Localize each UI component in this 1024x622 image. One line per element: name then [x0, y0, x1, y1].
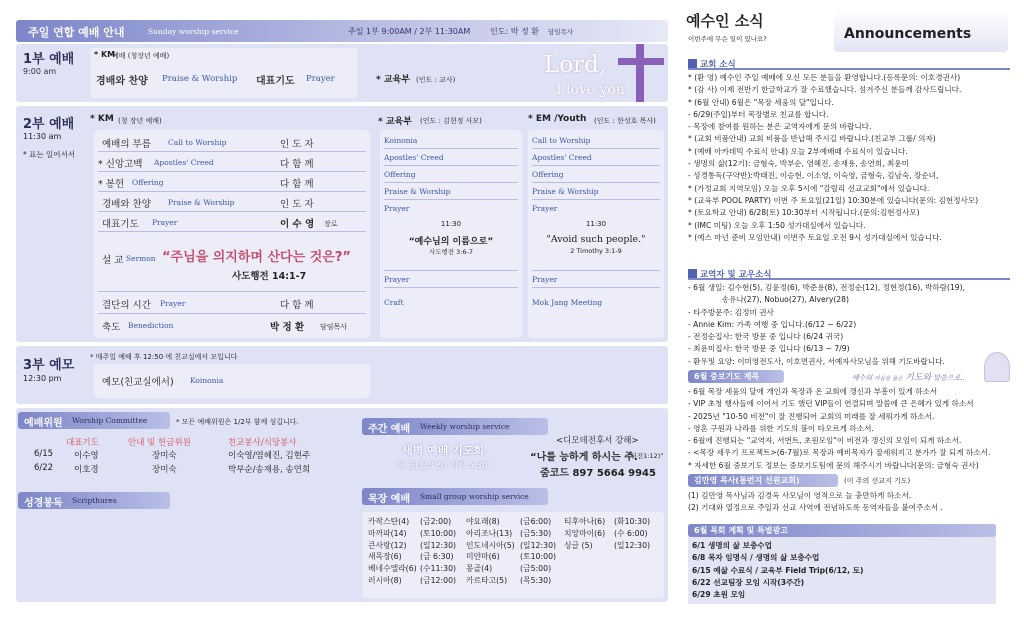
church-news-list	[688, 72, 1014, 244]
smallgroup-item: 몽골(4) (금5:00)	[466, 564, 552, 574]
schedule-title-bar	[688, 524, 996, 537]
service2-em-note: (인도 : 한성호 목사)	[594, 117, 656, 125]
smallgroup-item: 마까파(14) (토10:00)	[368, 528, 457, 538]
right-page	[684, 6, 1018, 610]
em-item: Apostles' Creed	[532, 149, 660, 166]
order-item-en: Call to Worship	[168, 138, 227, 147]
staff-item: 송유나(27), Nobuo(27), Alvery(28)	[688, 295, 849, 305]
em-item: Call to Worship	[532, 132, 660, 149]
order-item-ko: 대표기도	[102, 219, 139, 230]
committee-col-fellowship: 친교봉사/식당봉사	[228, 438, 297, 448]
edu-item: Prayer	[384, 204, 410, 213]
scripture-header	[18, 492, 170, 509]
committee-header	[18, 412, 170, 429]
edu-ref: 사도행전 3:6-7	[428, 248, 474, 256]
order-item-who: 이 수 영	[280, 219, 315, 230]
staff-item: - 6월 생일: 김수현(5), 김윤정(6), 박준용(8), 전정순(12), 정현정(16), 박하람(19),	[688, 283, 966, 292]
service1-time: 9:00 am	[23, 67, 57, 76]
em-item: Mok Jang Meeting	[532, 298, 603, 307]
order-item-ko: 축도	[102, 322, 121, 333]
order-row	[98, 314, 366, 336]
lecture-text: “나를 능하게 하시는 주.	[530, 452, 638, 463]
order-item-en: Apostles' Creed	[154, 158, 214, 167]
edu-item: Offering	[384, 166, 518, 183]
committee-prayer: 이수영	[74, 451, 99, 461]
announcement-banner	[834, 10, 1008, 52]
cross-icon	[616, 44, 666, 102]
edu-item: Prayer	[384, 270, 518, 288]
service1-item1: 경배와 찬양	[96, 76, 148, 87]
edu-order	[380, 130, 522, 338]
prayer-item: - 6월에 진행되는 "교역자, 서번트, 초원모임"이 비전과 갱신의 모임이 되게 하소서.	[688, 436, 962, 446]
dawn-time: 화-금(월요일) 새벽 5:30	[396, 461, 488, 471]
em-item: Offering	[532, 166, 660, 183]
sermon-title: “주님을 의지하며 산다는 것은?”	[162, 250, 351, 265]
committee-fellowship: 이숙영/염혜진, 김현주	[228, 451, 311, 461]
em-item: Prayer	[532, 270, 660, 288]
schedule-item: 6/1 생명의 삶 보충수업	[692, 541, 772, 550]
announcements-title: Announcements	[844, 26, 972, 42]
prayer-title-bar	[688, 370, 784, 383]
service1-km-box	[90, 48, 358, 98]
schedule-item: 6/15 예삶 수료식 / 교육부 Field Trip(6/12, 토)	[692, 565, 864, 575]
sermon-en: Sermon	[126, 254, 156, 263]
order-item-who-note: 장로	[324, 220, 338, 228]
service3-panel	[16, 346, 668, 404]
order-row	[98, 292, 366, 314]
order-item-ko: 결단의 시간	[102, 300, 151, 311]
order-row	[98, 212, 366, 232]
schedule-item: 6/22 선교팀장 모임 시작(3주간)	[692, 577, 805, 587]
news-item: * (감 사) 이제 전반기 한글학교가 잘 수료했습니다. 섬겨주신 분들께 감사드립니다.	[688, 85, 962, 95]
sermon-label: 설 교	[102, 255, 124, 266]
order-row	[98, 132, 366, 152]
smallgroup-title: 목장 예배	[368, 494, 411, 505]
smallgroup-item: 티후아나(6) (화10:30)	[564, 517, 651, 526]
header-leader-role: 담임목사	[548, 28, 574, 36]
service3-item: 예모(친교실에서)	[102, 377, 174, 388]
praise-note: 예수의 마음을 품은 기도와 말씀으로..	[852, 373, 965, 383]
schedule-list	[692, 540, 992, 601]
order-item-ko: * 신앙고백	[98, 159, 143, 170]
smallgroup-item: 치앙마이(6) (수 6:00)	[564, 528, 648, 538]
smallgroup-col	[466, 516, 562, 587]
news-item: - 6/29(주일)부터 목장별로 친교를 합니다.	[688, 109, 829, 119]
order-row	[98, 172, 366, 192]
service2-em-label: * EM /Youth	[528, 114, 587, 124]
smallgroup-list	[362, 512, 664, 598]
schedule-item: 6/29 초원 모임	[692, 590, 746, 600]
order-item-ko: 예배의 부름	[102, 139, 151, 150]
smallgroup-title-en: Small group worship service	[420, 492, 529, 501]
church-news-header	[688, 58, 1010, 70]
committee-row	[16, 449, 356, 463]
edu-time: 11:30	[440, 220, 462, 228]
em-title: "Avoid such people."	[546, 234, 646, 245]
edu-item: Craft	[384, 298, 404, 307]
service1-item1-en: Praise & Worship	[162, 74, 238, 84]
order-item-en: Prayer	[160, 299, 186, 308]
staff-item: - 최윤미집사: 한국 방문 중 입니다 (6/13 ~ 7/9)	[688, 344, 850, 354]
header-title: 주일 연합 예배 안내	[28, 26, 125, 39]
service1-item2-en: Prayer	[306, 74, 335, 84]
service3-time: 12:30 pm	[23, 374, 62, 383]
lecture-title: <디모데전후서 강해>	[556, 436, 639, 446]
order-item-en: Benediction	[128, 321, 174, 330]
smallgroup-item: 카르타고(5) (목5:30)	[466, 575, 552, 585]
sermon-row	[98, 232, 366, 292]
schedule-box	[688, 524, 996, 604]
schedule-item: 6/8 목자 임명식 / 생명의 삶 보충수업	[692, 553, 820, 563]
news-item: * (가정교회 지역모임) 오늘 오후 5시에 "갈릴리 선교교회"에서 있습니다.	[688, 183, 930, 193]
mission-title-bar	[688, 474, 838, 487]
service2-title: 2부 예배	[23, 117, 75, 132]
prayer-item: - 2025년 "10-50 비전"이 잘 진행되어 교회의 미래를 잘 세워가게 하소서.	[688, 411, 935, 421]
em-ref: 2 Timothy 3:1-9	[570, 247, 622, 255]
lord-line2: I love you	[556, 82, 625, 98]
service1-edu-note: (인도 : 교사)	[416, 76, 456, 84]
em-item: Praise & Worship	[532, 183, 660, 200]
committee-prayer: 이호경	[74, 465, 99, 475]
order-item-who: 인 도 자	[280, 199, 314, 210]
news-item: * (토요학교 안내) 6/28(토) 10:30부터 시작됩니다.(문의:김현정사모)	[688, 208, 920, 218]
church-news-title: 교회 소식	[699, 60, 736, 70]
committee-title: 예배위원	[24, 418, 63, 429]
order-row	[98, 152, 366, 172]
smallgroup-item: 새목장(6) (금 6:30)	[368, 552, 454, 562]
smallgroup-item: 싱글 (5) (일12:30)	[564, 540, 651, 550]
committee-col-usher: 안내 및 헌금위원	[128, 438, 191, 448]
worship-header	[16, 20, 668, 42]
service3-title: 3부 예모	[23, 358, 75, 373]
committee-usher: 장미숙	[152, 451, 177, 461]
news-item: * (교회 비품안내) 교회 비품을 반납해 주시길 바랍니다.(친교부 그룹/ 의자)	[688, 134, 936, 144]
news-item: * (환 영) 예수인 주일 예배에 오신 모든 분들을 환영합니다.(등록문의: 이호경권사)	[688, 73, 961, 82]
prayer-header	[688, 370, 1010, 384]
scripture-title-en: Scripthures	[72, 496, 117, 505]
news-title: 예수인 소식	[686, 12, 764, 30]
prayer-item: - VIP 초청 행사들에 이어서 기도 했던 VIP들이 연결되며 말씀에 큰 은혜가 있게 하소서	[688, 399, 974, 409]
weekly-title-en: Weekly worship service	[420, 422, 510, 431]
weekly-header	[362, 418, 548, 435]
left-page	[10, 18, 668, 602]
smallgroup-item: 러시아(8) (금12:00)	[368, 575, 457, 585]
service3-item-en: Koinonia	[190, 376, 224, 385]
em-item: Prayer	[532, 204, 558, 213]
header-times: 주일 1부 9:00AM / 2부 11:30AM	[348, 27, 471, 36]
committee-date: 6/22	[34, 463, 54, 473]
staff-news-title: 교역자 및 교우소식	[699, 270, 772, 280]
staff-news-header	[688, 268, 1010, 280]
em-order	[528, 130, 664, 338]
service1-km-label: * KM	[94, 50, 116, 59]
em-time: 11:30	[585, 220, 607, 228]
service3-note: * 매주일 예배 후 12:50 에 친교실에서 모입니다	[90, 353, 238, 361]
smallgroup-item: 아리조나(13) (금5:30)	[466, 528, 552, 538]
smallgroup-item: 베네수엘라(6) (수11:30)	[368, 564, 457, 574]
staff-item: - 전정순집사: 한국 방문 중 입니다 (6/24 귀국)	[688, 332, 844, 342]
news-subtitle: 이번주에 무슨 일이 있나요?	[688, 35, 767, 43]
staff-item: - 환우및 요양: 이미영전도사, 이호면권사, 서예자사모님을 위해 기도바랍니다.	[688, 356, 945, 366]
lecture-ref: (딤전1:12)”	[628, 452, 664, 460]
prayer-item: - 6월 목장 세움의 달에 개인과 목장과 온 교회에 갱신과 부흥이 있게 하소서	[688, 387, 938, 396]
service1-title: 1부 예배	[23, 52, 75, 67]
mission-title: 김만영 목사(통번지 선원교회)	[694, 476, 800, 485]
section-marker-icon	[688, 269, 697, 278]
committee-usher: 장미숙	[152, 465, 177, 475]
service2-order	[94, 130, 370, 338]
service2-edu-label: * 교육부	[378, 117, 412, 127]
mission-item: (2) 기대와 열정으로 주일과 선교 사역에 전념하도록 동역자들을 붙여주소서 .	[688, 503, 943, 513]
news-item: * (예스 마넌 준비 모임안내) 이번주 토요일 오전 9시 성가대실에서 있습니다.	[688, 232, 942, 242]
order-item-ko: * 봉헌	[98, 179, 125, 190]
scripture-title: 성경봉독	[24, 498, 63, 509]
order-item-who: 박 정 환	[270, 322, 305, 333]
header-subtitle: Sunday worship service	[148, 27, 239, 36]
staff-item: - 타주방문주: 김정미 권사	[688, 307, 774, 317]
committee-date: 6/15	[34, 449, 54, 459]
service1-edu-label: * 교육부	[376, 75, 410, 85]
order-item-en: Offering	[132, 178, 164, 187]
news-item: * (예배 아카데믹 수료식 안내) 오늘 2부예배때 수료식이 있습니다.	[688, 146, 908, 156]
edu-item: Praise & Worship	[384, 183, 518, 200]
order-item-who: 다 함 께	[280, 300, 314, 311]
smallgroup-item: 카작스탄(4) (금2:00)	[368, 517, 452, 526]
mission-note: (이 주의 선교지 기도)	[844, 477, 911, 485]
smallgroup-item: 미얀마(6) (토10:00)	[466, 552, 557, 562]
bottom-panel	[16, 408, 668, 602]
smallgroup-item: 인도네시아(5) (일12:30)	[466, 540, 557, 550]
edu-item: Koinonia	[384, 132, 518, 149]
mission-list	[688, 490, 1014, 515]
edu-title: “예수님의 이름으로”	[408, 237, 494, 247]
prayer-item: * 자세한 6월 중보기도 정보는 중보기도팀에 문의 해주시기 바랍니다(문의: 금형숙 권사)	[688, 460, 979, 470]
service1-km-note: 예배 (청장년 예배)	[112, 52, 170, 60]
prayer-list	[688, 386, 1014, 472]
news-item: * (IMC 미팅) 오늘 오후 1:50 성가대실에서 있습니다.	[688, 220, 866, 230]
order-item-who: 다 함 께	[280, 179, 314, 190]
committee-title-en: Worship Committee	[72, 416, 148, 425]
order-item-who: 인 도 자	[280, 139, 314, 150]
prayer-title: 6월 중보기도 제목	[694, 372, 760, 381]
header-leader: 인도: 박 정 환	[490, 27, 539, 36]
order-item-who: 다 함 께	[280, 159, 314, 170]
mission-header	[688, 474, 1010, 488]
prayer-item: - <목장 세우기 프로젝트>(6-7월)로 목장과 예비목자가 잘세워지고 분가가 잘 되게 하소서.	[688, 448, 991, 458]
schedule-title: 6월 목회 계획 및 특별광고	[694, 526, 788, 535]
smallgroup-col	[564, 516, 660, 551]
order-item-who-note: 담임목사	[320, 323, 348, 331]
smallgroup-item: 야요래(8) (금6:00)	[466, 517, 552, 526]
staff-item: - Annie Kim: 가족 여행 중 입니다.(6/12 ~ 6/22)	[688, 319, 857, 329]
order-item-en: Praise & Worship	[168, 198, 235, 207]
news-item: - 성경통독(구약반):박태진, 이승현, 이소영, 이숙영, 금형숙, 김남숙, 장순녀,	[688, 171, 939, 181]
committee-col-prayer: 대표기도	[66, 438, 99, 448]
smallgroup-header	[362, 488, 548, 505]
smallgroup-col	[368, 516, 464, 587]
service1-item2: 대표기도	[256, 76, 295, 87]
edu-item: Apostles' Creed	[384, 149, 518, 166]
committee-note: * 모든 예배위원은 1/2부 함께 섬깁니다.	[176, 418, 299, 426]
weekly-title: 주간 예배	[368, 424, 411, 435]
service2-km-note: (청 장년 예배)	[118, 117, 162, 125]
news-item: - 생명의 삶(12기): 금형숙, 박부순, 염혜진, 송재용, 송연희, 최윤미	[688, 159, 909, 169]
prayer-item: - 영혼 구원과 나라를 위한 기도의 불이 타오르게 하소서.	[688, 423, 874, 433]
zoom-code: 줌코드 897 5664 9945	[540, 468, 656, 479]
mission-item: (1) 김만영 목사님과 김경옥 사모님이 영적으로 늘 충만하게 하소서.	[688, 491, 912, 500]
service1-panel	[16, 44, 668, 102]
staff-news-list	[688, 282, 1014, 368]
news-item: * (교육부 POOL PARTY) 이번 주 토요일(21일) 10:30분에 있습니다(문의: 김현정사모)	[688, 195, 979, 205]
committee-row	[16, 463, 356, 477]
service3-box	[94, 364, 370, 398]
section-marker-icon	[688, 59, 697, 68]
smallgroup-item: 큰사랑(12) (일12:30)	[368, 540, 457, 550]
news-item: * (6월 안내) 6월은 "목장 세움의 달"입니다.	[688, 97, 834, 107]
news-item: - 목장에 참여를 원하는 분은 교역자에게 문의 바랍니다.	[688, 122, 872, 132]
order-row	[98, 192, 366, 212]
dawn-title: 새벽 예배 기도회	[402, 444, 485, 457]
service2-time: 11:30 am	[23, 132, 62, 141]
committee-fellowship: 박부순/송재용, 송연희	[228, 465, 311, 475]
service2-km-label: * KM	[90, 114, 114, 124]
praying-hands-icon	[984, 352, 1010, 382]
lord-line1: Lord,	[544, 52, 607, 78]
service2-stand-note: * 표는 일어서서	[23, 150, 75, 159]
service2-edu-note: (인도 : 김현정 사모)	[420, 117, 482, 125]
sermon-ref: 사도행전 14:1-7	[232, 271, 307, 282]
order-item-en: Prayer	[152, 218, 178, 227]
service2-panel	[16, 106, 668, 342]
order-item-ko: 경배와 찬양	[102, 199, 151, 210]
